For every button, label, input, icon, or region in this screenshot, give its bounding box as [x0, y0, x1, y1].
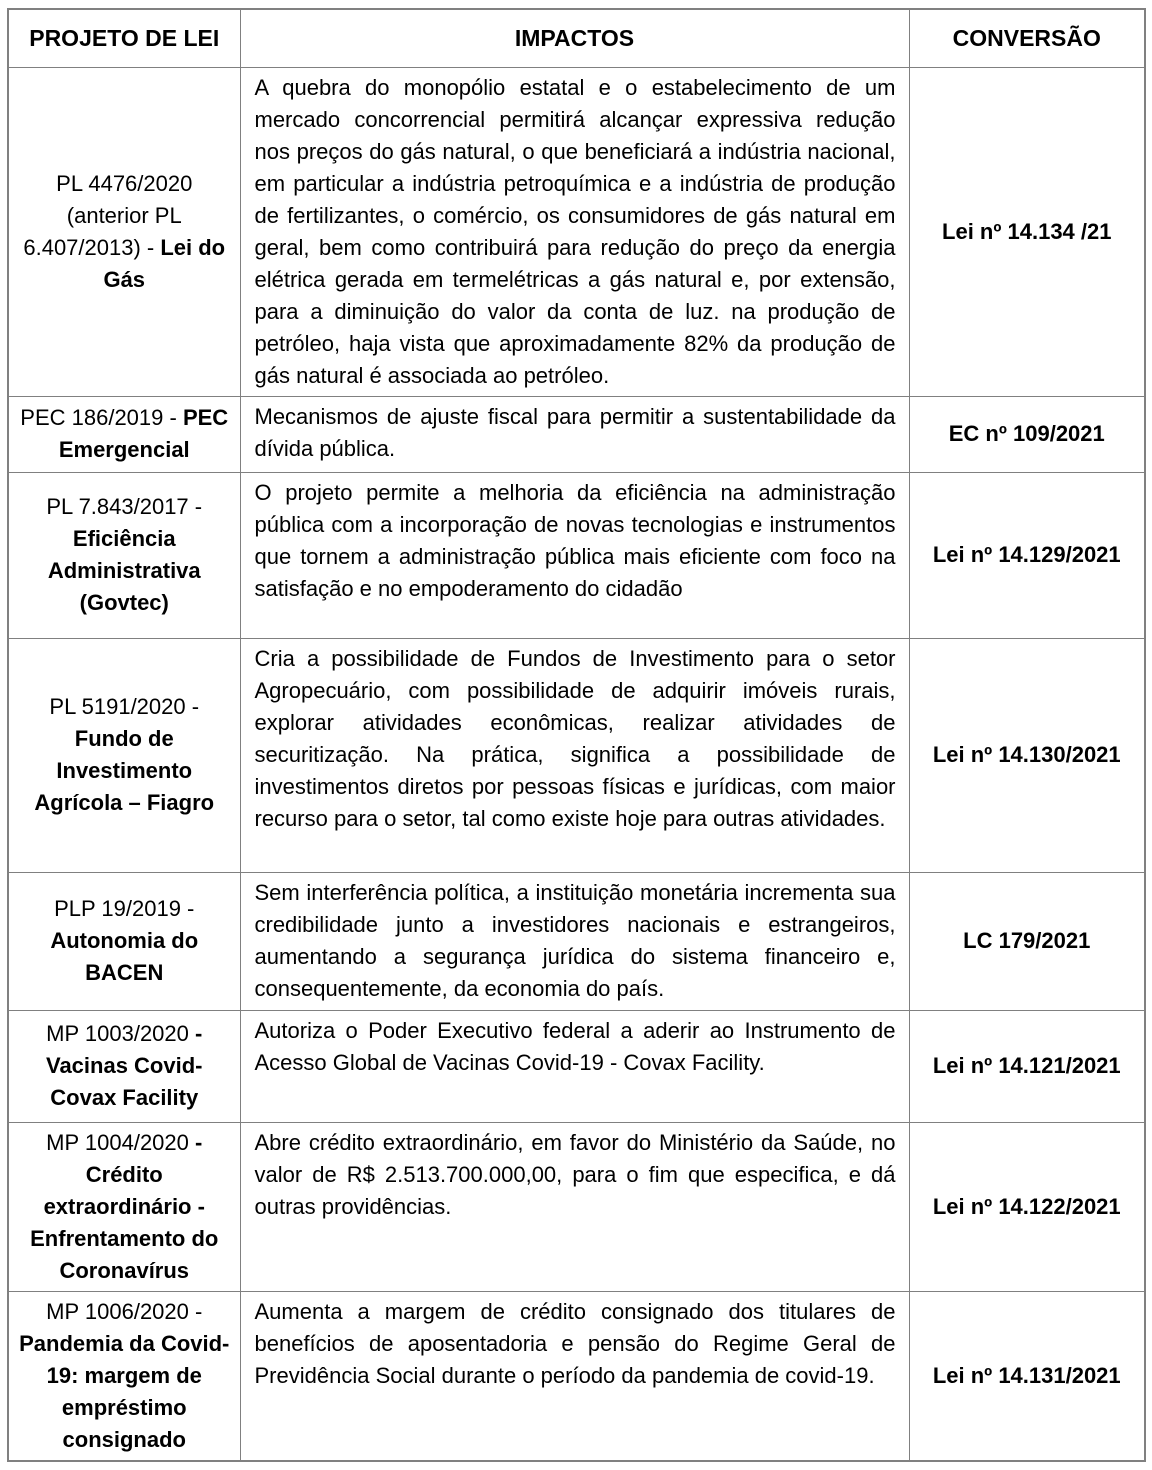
impactos-cell: Cria a possibilidade de Fundos de Investimento para o setor Agropecuário, com possibilidade de adquirir imóveis rurais, explorar atividades econômicas, realizar atividades de securitização. Na prática, significa a possibilidade de investimentos diretos por pessoas físicas e jurídicas, com maior recurso para o setor, tal como existe hoje para outras atividades.: [240, 638, 909, 872]
table-row: [8, 1010, 1145, 1122]
projeto-cell: [8, 1122, 240, 1291]
col-header-projeto-de-lei: PROJETO DE LEI: [8, 9, 240, 67]
projeto-title: Autonomia do BACEN: [50, 928, 199, 985]
table-row: [8, 396, 1145, 472]
impactos-cell: Autoriza o Poder Executivo federal a aderir ao Instrumento de Acesso Global de Vacinas Covid-19 - Covax Facility.: [240, 1010, 909, 1122]
conversao-cell: LC 179/2021: [909, 872, 1145, 1010]
table-row: [8, 1122, 1145, 1291]
projeto-number: MP 1006/2020 -: [46, 1298, 203, 1324]
law-projects-table: [7, 8, 1146, 1462]
impactos-cell: Mecanismos de ajuste fiscal para permitir a sustentabilidade da dívida pública.: [240, 396, 909, 472]
conversao-cell: Lei nº 14.134 /21: [909, 67, 1145, 396]
conversao-cell: Lei nº 14.129/2021: [909, 472, 1145, 638]
projeto-number: PEC 186/2019 -: [20, 405, 183, 430]
projeto-title: -Crédito extraordinário - Enfrentamento do Coronavírus: [30, 1129, 219, 1283]
table-row: [8, 1291, 1145, 1461]
projeto-title: Pandemia da Covid-19: margem de empréstimo consignado: [19, 1330, 230, 1452]
col-header-impactos: IMPACTOS: [240, 9, 909, 67]
projeto-cell: [8, 1291, 240, 1461]
impactos-cell: Aumenta a margem de crédito consignado dos titulares de benefícios de aposentadoria e pensão do Regime Geral de Previdência Social durante o período da pandemia de covid-19.: [240, 1291, 909, 1461]
projeto-number: MP 1004/2020: [46, 1129, 195, 1155]
table-row: [8, 872, 1145, 1010]
col-header-conversao: CONVERSÃO: [909, 9, 1145, 67]
conversao-cell: Lei nº 14.131/2021: [909, 1291, 1145, 1461]
projeto-number: PL 5191/2020 -: [49, 694, 200, 719]
projeto-number: MP 1003/2020: [46, 1021, 195, 1046]
projeto-cell: [8, 67, 240, 396]
table-row: [8, 638, 1145, 872]
impactos-cell: A quebra do monopólio estatal e o estabelecimento de um mercado concorrencial permitirá alcançar expressiva redução nos preços do gás natural, o que beneficiará a indústria nacional, em particular a indústria petroquímica e a indústria de produção de fertilizantes, o comércio, os consumidores de gás natural em geral, bem como contribuirá para redução do preço da energia elétrica gerada em termelétricas a gás natural e, por extensão, para a diminuição do valor da conta de luz. na produção de petróleo, haja vista que aproximadamente 82% da produção de gás natural é associada ao petróleo.: [240, 67, 909, 396]
projeto-number: PL 4476/2020 (anterior PL 6.407/2013) -: [23, 170, 193, 260]
projeto-cell: [8, 472, 240, 638]
projeto-title: Fundo de Investimento Agrícola – Fiagro: [34, 726, 215, 815]
projeto-cell: [8, 872, 240, 1010]
table-row: [8, 472, 1145, 638]
conversao-cell: Lei nº 14.122/2021: [909, 1122, 1145, 1291]
projeto-title: PEC Emergencial: [58, 405, 229, 462]
projeto-title: Eficiência Administrativa (Govtec): [47, 526, 201, 615]
projeto-cell: [8, 638, 240, 872]
header-row: [8, 9, 1145, 67]
projeto-number: PL 7.843/2017 -: [46, 494, 203, 519]
table-body: [8, 67, 1145, 1461]
projeto-cell: [8, 1010, 240, 1122]
projeto-number: PLP 19/2019 -: [54, 896, 195, 921]
projeto-title: Lei do Gás: [103, 234, 226, 292]
conversao-cell: Lei nº 14.130/2021: [909, 638, 1145, 872]
impactos-cell: Abre crédito extraordinário, em favor do Ministério da Saúde, no valor de R$ 2.513.700.000,00, para o fim que especifica, e dá outras providências.: [240, 1122, 909, 1291]
conversao-cell: EC nº 109/2021: [909, 396, 1145, 472]
projeto-cell: [8, 396, 240, 472]
impactos-cell: Sem interferência política, a instituição monetária incrementa sua credibilidade junto a investidores nacionais e estrangeiros, aumentando a segurança jurídica do sistema financeiro e, consequentemente, da economia do país.: [240, 872, 909, 1010]
conversao-cell: Lei nº 14.121/2021: [909, 1010, 1145, 1122]
projeto-title: -Vacinas Covid- Covax Facility: [45, 1021, 203, 1110]
table-row: [8, 67, 1145, 396]
impactos-cell: O projeto permite a melhoria da eficiência na administração pública com a incorporação de novas tecnologias e instrumentos que tornem a administração pública mais eficiente com foco na satisfação e no empoderamento do cidadão: [240, 472, 909, 638]
